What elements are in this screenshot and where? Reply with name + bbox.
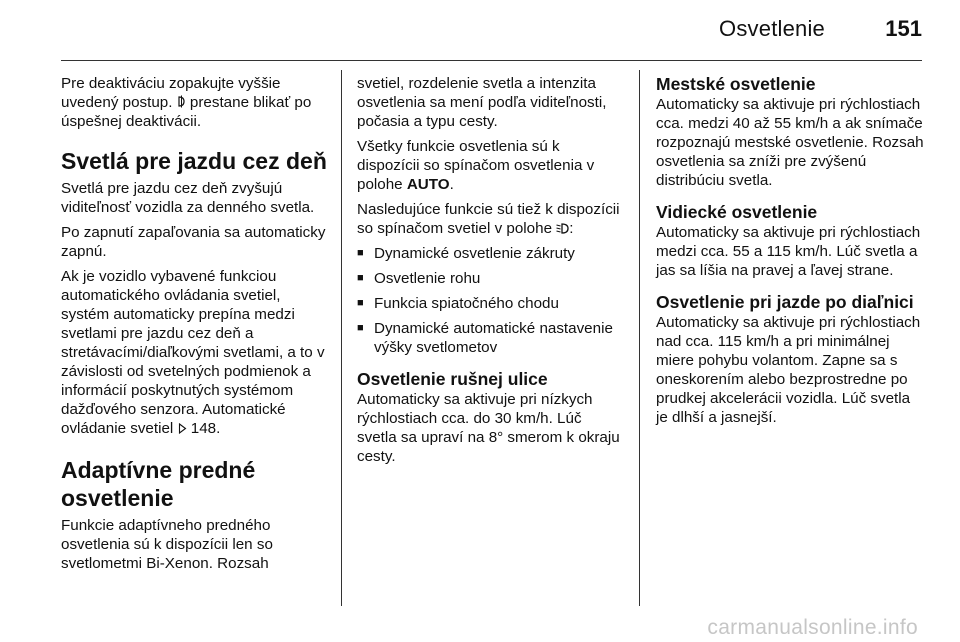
column-1 xyxy=(61,74,331,579)
column-divider-2 xyxy=(639,70,640,606)
paragraph: Svetlá pre jazdu cez deň zvyšujú viditeľnosť vozidla za denného svetla. xyxy=(61,180,315,216)
header-rule xyxy=(61,60,922,61)
heading-town-lighting: Mestské osvetlenie xyxy=(656,74,816,94)
feature-list xyxy=(357,244,625,357)
paragraph: Všetky funkcie osvetlenia sú k dispozícii so spínačom osvetlenia v polohe AUTO. xyxy=(357,138,595,193)
column-divider-1 xyxy=(341,70,342,606)
heading-daytime-running-lights: Svetlá pre jazdu cez deň xyxy=(61,148,327,174)
paragraph: Automaticky sa aktivuje pri rýchlostiach nad cca. 115 km/h a pri minimálnej miere pohybu volantom. Zapne sa s oneskorením alebo bezprostredne po prudkej akcelerácii vozidla. Lúč svetla je dlhší a jasnejší. xyxy=(656,314,921,426)
paragraph: Po zapnutí zapaľovania sa automaticky zapnú. xyxy=(61,224,326,260)
column-2 xyxy=(357,74,625,472)
paragraph: svetiel, rozdelenie svetla a intenzita osvetlenia sa mení podľa viditeľnosti, počasia a typu cesty. xyxy=(357,75,607,130)
heading-busy-street-lighting: Osvetlenie rušnej ulice xyxy=(357,369,548,389)
page-reference[interactable]: 148. xyxy=(190,420,221,437)
list-item: ■ Osvetlenie rohu xyxy=(357,270,481,287)
list-item: ■ Dynamické automatické nastavenie výšky svetlometov xyxy=(357,320,613,356)
paragraph: Pre deaktiváciu zopakujte vyššie uvedený postup. prestane blikať po úspešnej deaktivácii. xyxy=(61,75,312,130)
heading-country-lighting: Vidiecké osvetlenie xyxy=(656,202,818,222)
heading-motorway-lighting: Osvetlenie pri jazde po diaľnici xyxy=(656,292,914,312)
list-item: ■ Funkcia spiatočného chodu xyxy=(357,295,559,312)
page-reference-arrow-icon xyxy=(178,420,187,437)
page-number: 151 xyxy=(885,16,922,41)
low-beam-headlight-icon xyxy=(556,220,569,237)
paragraph: Nasledujúce funkcie sú tiež k dispozícii so spínačom svetiel v polohe : xyxy=(357,201,620,237)
watermark: carmanualsonline.info xyxy=(707,616,918,639)
section-title: Osvetlenie xyxy=(719,16,825,41)
paragraph: Ak je vozidlo vybavené funkciou automatického ovládania svetiel, systém automaticky prepína medzi svetlami pre jazdu cez deň a stretávacími/diaľkovými svetlami, a to v závislosti od svetelných podmienok a informácií poskytnutých systémom dažďového senzora. Automatické ovládanie svetiel 148. xyxy=(61,268,325,437)
heading-adaptive-front-lighting: Adaptívne predné osvetlenie xyxy=(61,457,256,511)
auto-position-label: AUTO xyxy=(406,176,450,193)
paragraph: Automaticky sa aktivuje pri nízkych rýchlostiach cca. do 30 km/h. Lúč svetla sa upraví na 8° smerom k okraju cesty. xyxy=(357,391,620,465)
paragraph: Automaticky sa aktivuje pri rýchlostiach medzi cca. 55 a 115 km/h. Lúč svetla a jas sa líšia na pravej a ľavej strane. xyxy=(656,224,921,279)
list-item: ■ Dynamické osvetlenie zákruty xyxy=(357,245,575,262)
fog-light-icon xyxy=(177,95,186,110)
paragraph: Funkcie adaptívneho predného osvetlenia sú k dispozícii len so svetlometmi Bi-Xenon. Rozsah xyxy=(61,517,273,572)
column-3 xyxy=(656,74,926,433)
paragraph: Automaticky sa aktivuje pri rýchlostiach cca. medzi 40 až 55 km/h a ak snímače rozpoznajú mestské osvetlenie. Rozsah osvetlenia sa zníži pre zvýšenú distribúciu svetla. xyxy=(656,96,924,189)
